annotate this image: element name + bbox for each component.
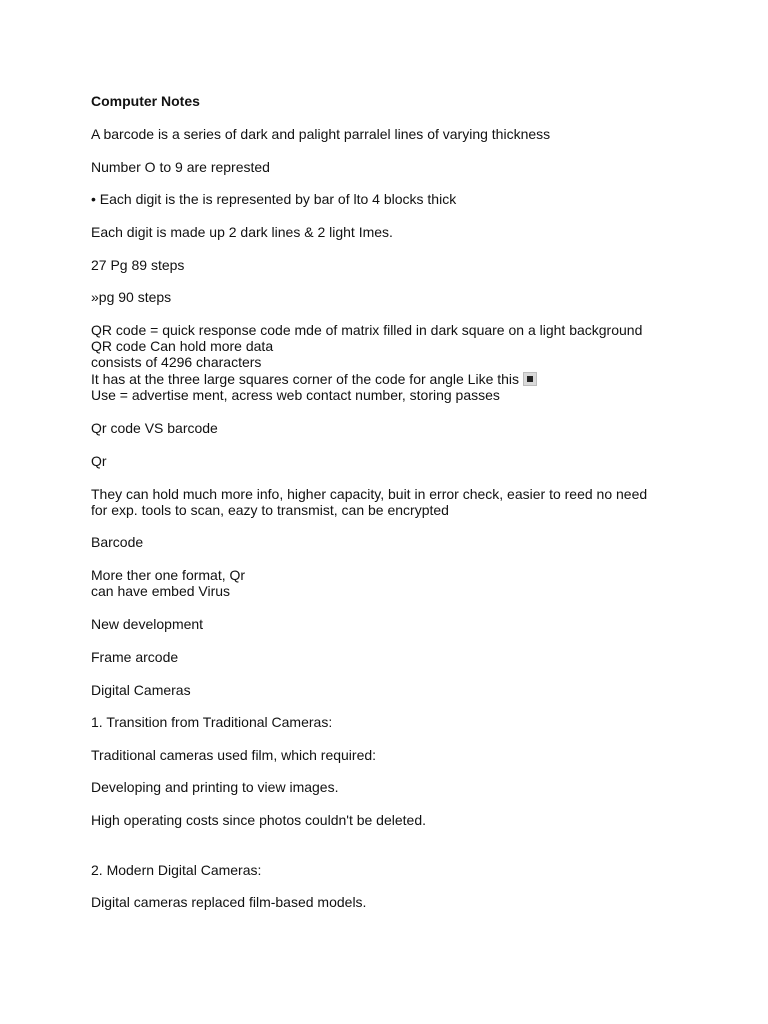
note-line: Digital cameras replaced film-based models. (91, 894, 367, 910)
note-line-with-icon (91, 371, 537, 387)
note-line: Traditional cameras used film, which required: (91, 747, 377, 763)
note-line: consists of 4296 characters (91, 354, 262, 370)
note-paragraph: They can hold much more info, higher capacity, buit in error check, easier to reed no need for exp. tools to scan, eazy to transmist, can be encrypted (91, 486, 648, 518)
note-line: can have embed Virus (91, 583, 231, 599)
numbered-heading: 2. Modern Digital Cameras: (91, 862, 262, 878)
note-line: »pg 90 steps (91, 289, 172, 305)
document-title: Computer Notes (91, 93, 200, 109)
note-line: Qr code VS barcode (91, 420, 218, 436)
note-line: Number O to 9 are represted (91, 159, 270, 175)
note-line: Frame arcode (91, 649, 179, 665)
note-line: Use = advertise ment, acress web contact number, storing passes (91, 387, 500, 403)
note-paragraph: QR code = quick response code mde of matrix filled in dark square on a light background QR code Can hold more data (91, 322, 643, 354)
note-line: Qr (91, 453, 107, 469)
note-line: New development (91, 616, 204, 632)
note-line-text: It has at the three large squares corner of the code for angle Like this (91, 371, 520, 387)
note-line: More ther one format, Qr (91, 567, 246, 583)
qr-square-icon (523, 372, 537, 386)
note-line: A barcode is a series of dark and palight parralel lines of varying thickness (91, 126, 551, 142)
note-line: Barcode (91, 534, 144, 550)
note-line: Developing and printing to view images. (91, 779, 339, 795)
bullet-line: • Each digit is the is represented by bar of lto 4 blocks thick (91, 191, 457, 207)
numbered-heading: 1. Transition from Traditional Cameras: (91, 714, 333, 730)
note-line: Each digit is made up 2 dark lines & 2 light Imes. (91, 224, 393, 240)
note-line: 27 Pg 89 steps (91, 257, 185, 273)
note-line: High operating costs since photos couldn't be deleted. (91, 812, 427, 828)
section-heading: Digital Cameras (91, 682, 191, 698)
